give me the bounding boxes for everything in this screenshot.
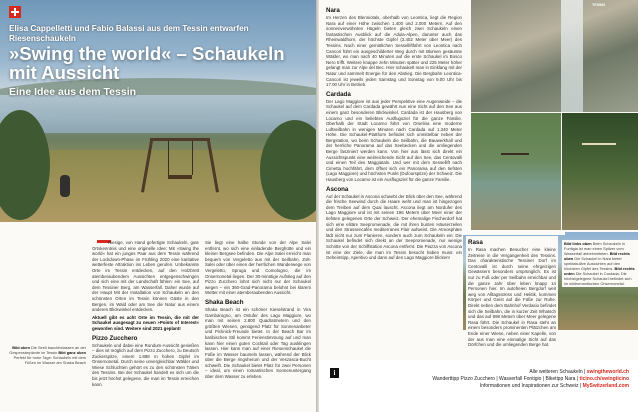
caption-photo-top — [4, 345, 86, 365]
rasa-column — [466, 236, 558, 350]
section-title-pizzo-zucchero: Pizzo Zucchero — [92, 334, 138, 342]
hero-photo-lake — [0, 95, 316, 133]
section-text-ascona: Auf der Schaukel in Ascona schwebt der Blick über den See, während die frische Seewind durch die Haare weht und man ist hingezogen dem Treiben auf dem Quai lauscht. Ascona liegt am Nordufer des Lago Maggiore und ist mit seinen 196 Metern über Meer einer der tiefsten gelegenen Orte der Schweiz. Der ehemalige Fischerdorf hat sich eine elitäre Seepromenade, die mit ihren bunten Häuserzeilen und den Strassencafés mediterranes Flair aufweist. Die Atmosphäre lädt nicht nur zum Flanieren, sondern auch zum Schaukeln ein: Die Schaukel befindet sich direkt an der Seepromenade, nur wenige Schritte von der Schiffstation Ascona entfernt. Die Piazza von Ascona ist eine der Ziele, die man im Tessin besucht haben muss: ein Geheimtipp, Aperitivo und dann auf den Lago Maggiore blicken! — [326, 193, 462, 261]
footer-text: Informationen und Inspirationen zur Schweiz | — [479, 383, 583, 389]
swing-rope — [192, 141, 193, 175]
section-text-pizzo-zucchero: Schaukeln und dabei eine Rundum-Aussicht genießen – dies ist möglich auf dem Pizzo Zucchero, zu Deutsch Zuckerspitze, einem 1.888 m hohen Gipfel im Onsernonetal. Durch seine unvergleichbar Wälder und Wiese Schluchten gehört es zu den schönsten Tälern des Tessins. Bei der Schaukel handelt es sich um die bis jetzt höchst gelegene, die man im Tessin erreichen kann. — [92, 342, 199, 387]
section-title-cardada: Cardada — [326, 90, 351, 98]
photo-waterfall — [561, 0, 583, 112]
article-column-2 — [205, 240, 311, 382]
hero-photo-lake-swing — [0, 0, 316, 222]
photo-nara-swing — [471, 113, 561, 230]
footer-link-swingtheworld[interactable]: swingtheworld.ch — [586, 369, 629, 375]
caption-label: Bild links oben — [564, 241, 592, 246]
caption-label: Bild ganz oben — [58, 350, 86, 355]
photo-swing-beam — [501, 153, 529, 155]
caption-text: Beim Schaukeln in Fontigia ist man einen Spitzer vom Wasserfall abbeinmiteten. — [564, 241, 625, 256]
article-column-1 — [92, 240, 199, 389]
hero-photo-person — [60, 175, 70, 197]
left-page — [0, 0, 316, 412]
caption-text: Die Schaukel in Nara bietet spektakuläre Aussichten auf den höchsten Gipfel des Tessins. — [564, 256, 622, 271]
article-authors: Elisa Cappelletti und Fabio Balassi aus dem Tessin entwarfen Riesenschaukeln — [9, 24, 249, 43]
section-title-nara: Nara — [326, 7, 340, 14]
footer-line-3 — [370, 383, 629, 390]
footer-line-2 — [370, 376, 629, 383]
caption-label: Bild rechts unten — [564, 266, 635, 276]
section-title-ascona: Ascona — [326, 185, 349, 193]
swiss-flag-icon — [9, 6, 21, 18]
article-column-2-text: Sie liegt eine halbe Stunde von der Alpe Salei entfernt, wo sich eine einladende Berghütte und ein kleiner Bergsee befinden. Die Alpe Salei erreicht man bequem von Vergeletto aus mit der Seilbahn. Zolt-Salei oder über einen der herrlichen Wanderwege von Vergeletto, Spruga und Comologno, die im Onsernonetal liegen. Der 30-minütige Aufstieg auf den Pizzo Zucchero lohnt sich nicht nur der Schaukel wegen – ein 360-Grad-Panorama belohnt bei klarem Wetter mit einer atemberaubenden Aussicht. — [205, 240, 311, 296]
hero-photo-swing — [150, 138, 210, 191]
page-folio: TESSIN — [592, 3, 605, 7]
article-headline: »Swing the world« – Schaukeln mit Aussicht — [9, 43, 285, 83]
article-highlight: Aktuell gibt es acht Orte im Tessin, die mit der Schaukel ausgesagt zu neuen »Points of Interest« geworden sind. Weitere sind 2021 geplant! — [92, 314, 199, 331]
footer-text: Alle weiteren Schaukeln | — [529, 369, 587, 375]
article-column-3 — [326, 4, 462, 263]
section-text-rasa: In Rasa machen Besucher eine kleine Zeitreise in die Vergangenheit des Tessins. Das charakteristische Tessiner Dorf im Centovalli ist durch seine ehrgeizigen Gewässern besonders ursprünglich. Es ist nur zu Fuß oder per Seilbahn erreichbar und die ganze Jahr über leben knapp 14 Personen hier. Im autofreien Bergdorf weit weg von Alltagsstress und Hektik, kommen Körper und Geist auf die Füße zur Ruhe. Direkt neben dem Bahnhof Verdasio befindet sich die Seilbahn, die in kurzer Zeit Whatsch und das auf 898 Metern über Meer gelegene Rasa führt. Die Schaukel in Rasa steht an einem besonders prominenten Plätzchen am Ende einer Wiese, neben einer Kapelle, von der aus man eine einmalige Sicht auf das Dörfchen und die umliegenden Berge hat. — [468, 247, 556, 348]
swing-seat — [168, 175, 192, 179]
caption-text: Die Schaukel in Cardada: Die höchstgelegene Schaukel befindet sich im wildromantischen Onsernonetal. — [564, 271, 632, 286]
footer-link-ticino[interactable]: ticino.ch/swingticino — [579, 376, 629, 382]
footer-line-1 — [399, 369, 629, 376]
photo-swing-beam — [582, 143, 616, 145]
section-text-shaka-beach: Shaka Beach ist ein schöner Kieselstrand in Vira Gambarogno, am Ostufer des Lago Maggiore, wo man mit seinen 2.800 Quadratmetern und den größten Wiesen, genügend Platz für Sonnenanbeter und Picknick-Freunde bietet. In der Beach Bar im karibischen Stil kommt Ferienstimmung auf und man kann hier einen guten Cocktail oder Tag ausklingen lassen. Hier kann man auf einer Riesenschaukel die Füße im Wasser baumeln lassen, während der Blick über die Berge ringsherum und der Veszasca-Bucht schweift. Die Schaukel bietet Platz für zwei Personen – ideal, um einen romantischen Sonnenuntergang über dem Wasser zu erleben. — [205, 306, 311, 380]
caption-text: Die Seeli bauchbelassen an der Gespensterplante im Tessin — [9, 345, 86, 355]
photo-forest-swing — [562, 113, 638, 230]
footer-text: Wanderttipp Pizzo Zucchero | Wasserfall Fontigio | Biketipp Nara | — [432, 376, 580, 382]
section-text-cardada: Der Lago Maggiore ist aus jeder Perspektive eine Augenweide – die Schaukel auf dem Cardada gewährt nun eine Sicht auf den See aus einem ganz besonderen Blickwinkel. Cardada ist der Hausberg von Locarno und ein beliebtes Ausflugsziel für die ganze Familie. Oberhalb der Stadt Locarno führt von Orselina eine moderne Luftseilbahn in wenigen Minuten nach Cardada auf 1.340 Meter Höhe. Die Schaukel-Plattform befindet sich unmittelbar neben der Bergstation, wo beim Schaukeln die Seilbahn, die Bauwerkhall und der herrliche Panorama auf das Seebecken und die umliegenden Berge fasziniert werden kann. Von hier aus lässt sich direkt ein Aussichtspunkt eine weitreichende Sicht auf den See, das Centovalli und einen Teil des Maggiatals. Und wer mit dem Sessellift nach Cimetta hochfährt, dem öffnet sich ein Panorama auf den tiefsten (Lago Maggiore) und höchsten Punkt (Dufourspitze) der Schweiz. Die Hausberg von Locarno ist ein Ausflugsziel für die ganze Familie. — [326, 98, 462, 183]
article-subheadline: Eine Idee aus dem Tessin — [9, 86, 137, 98]
section-title-shaka-beach: Shaka Beach — [205, 298, 244, 306]
photo-waterfall-rocks — [471, 0, 638, 112]
spacer — [465, 232, 559, 234]
swing-rope — [168, 141, 169, 175]
caption-label: Bild rechts oben — [564, 251, 630, 261]
caption-text: Perfekt für hohe Tage: Schaukeln mit dem Füßen im Wasser am Shaka Beach — [13, 355, 86, 365]
caption-label: Bild oben — [12, 345, 30, 350]
section-title-rasa: Rasa — [468, 239, 483, 246]
captions-right — [562, 240, 638, 287]
info-icon: i — [330, 368, 339, 378]
footer-link-myswitzerland[interactable]: MySwitzerland.com — [582, 383, 629, 389]
article-intro: Riesige, von Hand gefertigte Schaukeln, gute Ortskenntnis und eine originelle Idee: Mit »Swing the world« hat ein junges Paar aus dem Tessin während der Lockdown-Phase im Frühling 2020 eine karitative wetterfeste Attraktion ins Leben gerufen. Unbekannte Orte im Tessin entdecken, auf den Holzbrett atemberaubendem Aussichten entgegenschwingen und sich eine mit der Landschaft fühlen: ein See, auf dem Tessiner Berg, am Wasserfall. Daher wurde auf der Haupt Mit der Installation von Schaukeln an den schönsten Orten im Tessin können Gäste in den Bergen, im Wald oder am See die Natur aus einem anderen Blickwinkel entdecken. — [92, 240, 199, 313]
section-text-nara: Im Herzen des Blenniotals, oberhalb von Leontica, liegt die Region Nara auf einer Höhe zwischen 1.400 und 2.000 Metern. Auf den sonnenverwöhnten Hügeln bieten gleich zwei Schaukeln einen fantastischen Ausblick auf die Adula-Alpen, darunter auch das Rheinwaldhorn, der höchste Gipfel (3.402 Meter über Meer) des Tessins. Nach einer gemütlichen Sesselliftfahrt von Leontica nach Cancori führt ein ausgeschilderter Weg durch mit Blumen gesäumte Wälder, wo man nach 40 Minuten auf die erste Schaukel im Bosco Nero trifft. Weitere knappe zehn Minuten später und 225 Meter höher gelangt man zur Alpe del Bec. Hier schaukelt man in Einklang mit der Natur und sammelt Energie für den Abstieg. Die Bergbahn Leontica-Cancori ist jeweils jeden Samstag und Sonntag von 9.00 Uhr bis 17.00 Uhr in Betrieb. — [326, 15, 462, 88]
